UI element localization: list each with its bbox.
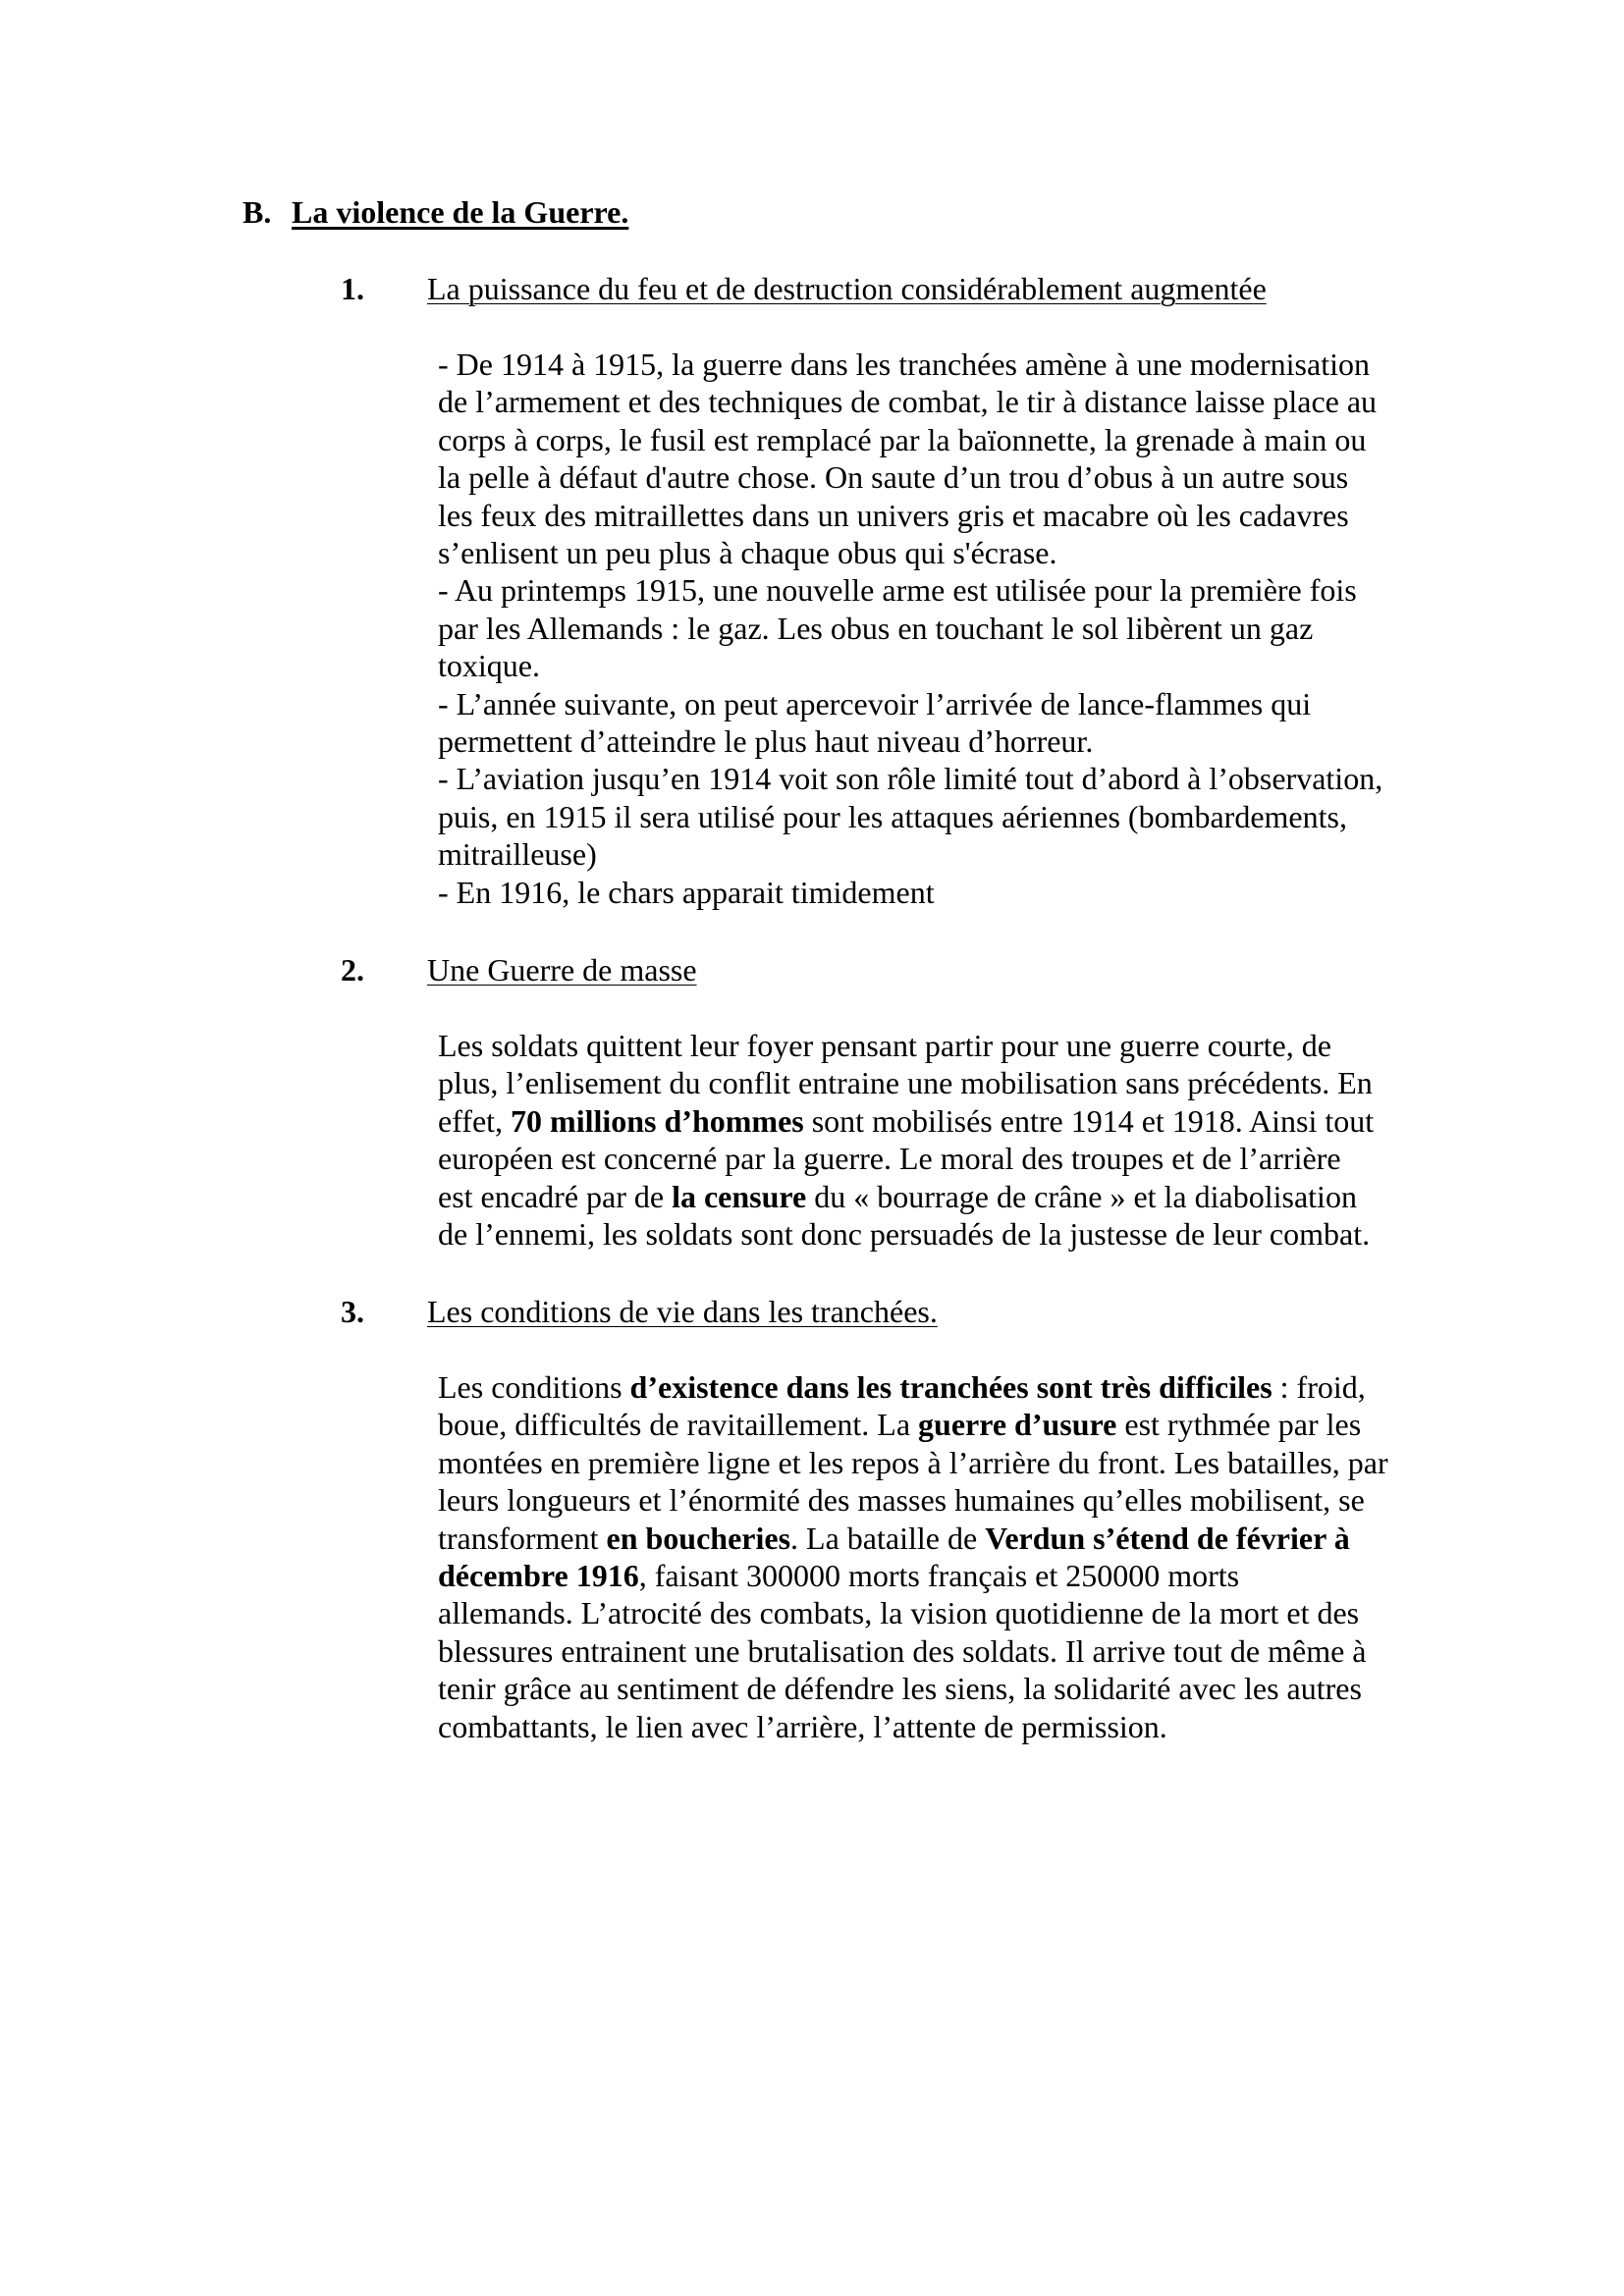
text-line — [438, 798, 1439, 835]
text-line — [438, 610, 1439, 647]
subsection-number: 1. — [341, 271, 364, 306]
text-line — [438, 571, 1439, 609]
text-run: leurs longueurs et l’énormité des masses humaines qu’elles mobilisent, se — [438, 1482, 1365, 1519]
text-line — [438, 1481, 1439, 1519]
text-run: est rythmée par les — [1116, 1407, 1362, 1443]
text-line — [438, 346, 1439, 383]
text-line — [438, 1594, 1439, 1631]
bold-text: 70 millions d’hommes — [511, 1102, 804, 1139]
subsection-heading-2 — [341, 950, 697, 989]
text-run: permettent d’atteindre le plus haut niveau d’horreur. — [438, 723, 1094, 760]
text-run: de l’armement et des techniques de combat, le tir à distance laisse place au — [438, 384, 1378, 420]
text-run: - L’année suivante, on peut apercevoir l’arrivée de lance-flammes qui — [438, 685, 1312, 721]
section-letter: B. — [243, 194, 272, 230]
text-line — [438, 1178, 1439, 1215]
text-line — [438, 1632, 1439, 1670]
paragraph-mass-war — [438, 1027, 1439, 1253]
bold-text: décembre 1916 — [438, 1558, 639, 1594]
bold-text: la censure — [672, 1178, 807, 1214]
text-line — [438, 383, 1439, 420]
text-line — [438, 1102, 1439, 1140]
text-run: la pelle à défaut d'autre chose. On saute d’un trou d’obus à un autre sous — [438, 459, 1349, 496]
text-run: transforment — [438, 1520, 607, 1556]
text-line — [438, 835, 1439, 873]
text-run: effet, — [438, 1102, 512, 1139]
subsection-heading-1 — [341, 269, 1267, 308]
text-run: est encadré par de — [438, 1178, 673, 1214]
text-run: Les soldats quittent leur foyer pensant partir pour une guerre courte, de — [438, 1028, 1331, 1063]
text-run: - En 1916, le chars apparait timidement — [438, 874, 935, 910]
text-run: blessures entrainent une brutalisation des soldats. Il arrive tout de même à — [438, 1632, 1367, 1669]
text-run: allemands. L’atrocité des combats, la vision quotidienne de la mort et des — [438, 1595, 1360, 1631]
text-line — [438, 534, 1439, 571]
text-run: les feux des mitraillettes dans un univers gris et macabre où les cadavres — [438, 497, 1349, 533]
text-line — [438, 1027, 1439, 1064]
text-run: boue, difficultés de ravitaillement. La — [438, 1407, 919, 1443]
text-line — [438, 722, 1439, 760]
paragraph-firepower — [438, 346, 1439, 911]
text-run: : froid, — [1272, 1369, 1366, 1405]
text-line — [438, 874, 1439, 911]
text-line — [438, 497, 1439, 534]
text-run: sont mobilisés entre 1914 et 1918. Ainsi tout — [803, 1102, 1375, 1139]
text-run: corps à corps, le fusil est remplacé par la baïonnette, la grenade à main ou — [438, 421, 1367, 457]
text-run: toxique. — [438, 648, 540, 684]
text-line — [438, 1406, 1439, 1443]
text-line — [438, 685, 1439, 722]
text-line — [438, 1520, 1439, 1557]
subsection-title: Les conditions de vie dans les tranchées. — [427, 1294, 938, 1329]
text-run: européen est concerné par la guerre. Le moral des troupes et de l’arrière — [438, 1141, 1341, 1177]
text-line — [438, 1557, 1439, 1594]
text-line — [438, 1670, 1439, 1707]
text-run: Les conditions — [438, 1369, 630, 1405]
text-run: par les Allemands : le gaz. Les obus en touchant le sol libèrent un gaz — [438, 610, 1314, 646]
text-run: du « bourrage de crâne » et la diabolisation — [806, 1178, 1357, 1214]
text-run: puis, en 1915 il sera utilisé pour les attaques aériennes (bombardements, — [438, 798, 1347, 834]
text-line — [438, 1140, 1439, 1177]
text-line — [438, 421, 1439, 458]
text-line — [438, 1215, 1439, 1253]
text-run: s’enlisent un peu plus à chaque obus qui s'écrase. — [438, 535, 1057, 571]
text-line — [438, 760, 1439, 797]
text-run: - Au printemps 1915, une nouvelle arme est utilisée pour la première fois — [438, 572, 1357, 609]
paragraph-trench-conditions — [438, 1368, 1439, 1745]
text-line — [438, 1708, 1439, 1745]
text-run: mitrailleuse) — [438, 836, 597, 873]
bold-text: Verdun s’étend de février à — [985, 1520, 1350, 1556]
text-line — [438, 458, 1439, 496]
text-line — [438, 647, 1439, 684]
text-run: - L’aviation jusqu’en 1914 voit son rôle limité tout d’abord à l’observation, — [438, 761, 1383, 797]
bold-text: en boucheries — [606, 1520, 791, 1556]
section-title: La violence de la Guerre. — [292, 194, 629, 230]
text-run: montées en première ligne et les repos à l’arrière du front. Les batailles, par — [438, 1444, 1388, 1480]
section-heading — [243, 192, 628, 232]
text-run: tenir grâce au sentiment de défendre les siens, la solidarité avec les autres — [438, 1671, 1362, 1707]
text-line — [438, 1368, 1439, 1406]
text-line — [438, 1064, 1439, 1101]
subsection-number: 2. — [341, 952, 364, 988]
text-run: . La bataille de — [790, 1520, 986, 1556]
subsection-title: La puissance du feu et de destruction considérablement augmentée — [427, 271, 1267, 306]
text-run: combattants, le lien avec l’arrière, l’attente de permission. — [438, 1708, 1167, 1744]
subsection-title: Une Guerre de masse — [427, 952, 697, 988]
bold-text: d’existence dans les tranchées sont très difficiles — [629, 1369, 1272, 1405]
subsection-number: 3. — [341, 1294, 364, 1329]
text-run: plus, l’enlisement du conflit entraine une mobilisation sans précédents. En — [438, 1065, 1373, 1101]
text-run: de l’ennemi, les soldats sont donc persuadés de la justesse de leur combat. — [438, 1216, 1371, 1253]
subsection-heading-3 — [341, 1292, 938, 1331]
text-line — [438, 1444, 1439, 1481]
text-run: - De 1914 à 1915, la guerre dans les tranchées amène à une modernisation — [438, 347, 1370, 382]
text-run: , faisant 300000 morts français et 250000 morts — [638, 1558, 1240, 1594]
bold-text: guerre d’usure — [918, 1407, 1117, 1443]
